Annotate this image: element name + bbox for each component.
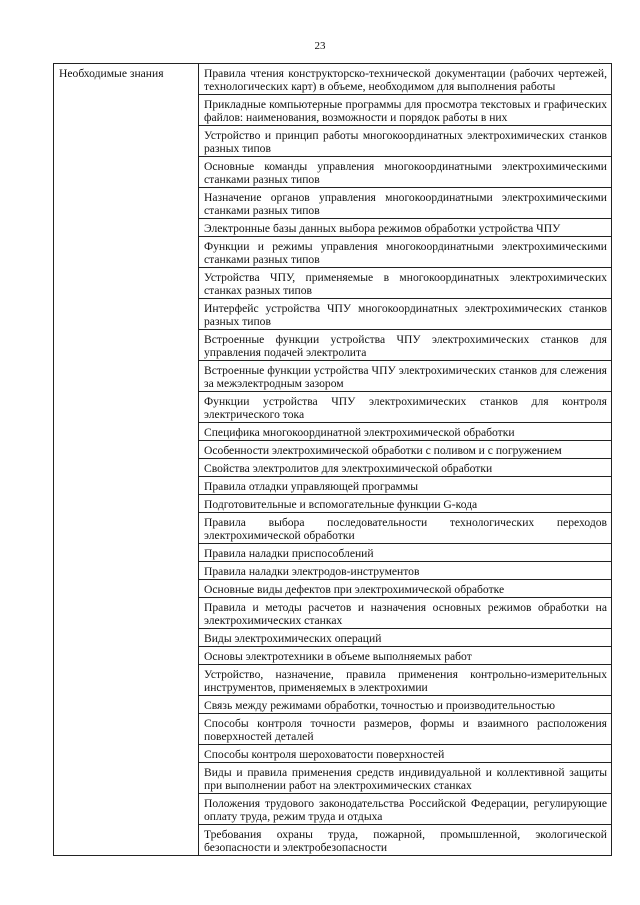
knowledge-item: Свойства электролитов для электрохимической обработки [199, 459, 612, 477]
knowledge-item: Назначение органов управления многокоординатными электрохимическими станками разных типов [199, 188, 612, 219]
knowledge-item: Подготовительные и вспомогательные функции G-кода [199, 495, 612, 513]
requirements-table-body [54, 64, 612, 856]
knowledge-item: Устройство, назначение, правила применения контрольно-измерительных инструментов, применяемых в электрохимии [199, 665, 612, 696]
knowledge-item: Функции устройства ЧПУ электрохимических станков для контроля электрического тока [199, 392, 612, 423]
knowledge-item: Основные виды дефектов при электрохимической обработке [199, 580, 612, 598]
knowledge-item: Устройство и принцип работы многокоординатных электрохимических станков разных типов [199, 126, 612, 157]
knowledge-item: Виды электрохимических операций [199, 629, 612, 647]
knowledge-item: Правила отладки управляющей программы [199, 477, 612, 495]
knowledge-item: Требования охраны труда, пожарной, промышленной, экологической безопасности и электробезопасности [199, 825, 612, 856]
knowledge-item: Основные команды управления многокоординатными электрохимическими станками разных типов [199, 157, 612, 188]
knowledge-item: Правила выбора последовательности технологических переходов электрохимической обработки [199, 513, 612, 544]
knowledge-item: Способы контроля шероховатости поверхностей [199, 745, 612, 763]
knowledge-item: Интерфейс устройства ЧПУ многокоординатных электрохимических станков разных типов [199, 299, 612, 330]
knowledge-item: Встроенные функции устройства ЧПУ электрохимических станков для управления подачей электролита [199, 330, 612, 361]
knowledge-item: Специфика многокоординатной электрохимической обработки [199, 423, 612, 441]
knowledge-item: Основы электротехники в объеме выполняемых работ [199, 647, 612, 665]
knowledge-item: Правила наладки приспособлений [199, 544, 612, 562]
knowledge-item: Функции и режимы управления многокоординатными электрохимическими станками разных типов [199, 237, 612, 268]
category-label: Необходимые знания [54, 64, 199, 856]
knowledge-item: Виды и правила применения средств индивидуальной и коллективной защиты при выполнении работ на электрохимических станках [199, 763, 612, 794]
knowledge-item: Встроенные функции устройства ЧПУ электрохимических станков для слежения за межэлектродным зазором [199, 361, 612, 392]
knowledge-item: Устройства ЧПУ, применяемые в многокоординатных электрохимических станках разных типов [199, 268, 612, 299]
knowledge-item: Правила чтения конструкторско-технической документации (рабочих чертежей, технологических карт) в объеме, необходимом для выполнения работы [199, 64, 612, 95]
knowledge-item: Связь между режимами обработки, точностью и производительностью [199, 696, 612, 714]
requirements-table [53, 63, 612, 856]
knowledge-item: Способы контроля точности размеров, формы и взаимного расположения поверхностей деталей [199, 714, 612, 745]
table-row [54, 64, 612, 95]
knowledge-item: Прикладные компьютерные программы для просмотра текстовых и графических файлов: наименования, возможности и порядок работы в них [199, 95, 612, 126]
page-number: 23 [314, 40, 326, 52]
knowledge-item: Положения трудового законодательства Российской Федерации, регулирующие оплату труда, режим труда и отдыха [199, 794, 612, 825]
knowledge-item: Правила и методы расчетов и назначения основных режимов обработки на электрохимических станках [199, 598, 612, 629]
knowledge-item: Правила наладки электродов-инструментов [199, 562, 612, 580]
knowledge-item: Электронные базы данных выбора режимов обработки устройства ЧПУ [199, 219, 612, 237]
knowledge-item: Особенности электрохимической обработки с поливом и с погружением [199, 441, 612, 459]
